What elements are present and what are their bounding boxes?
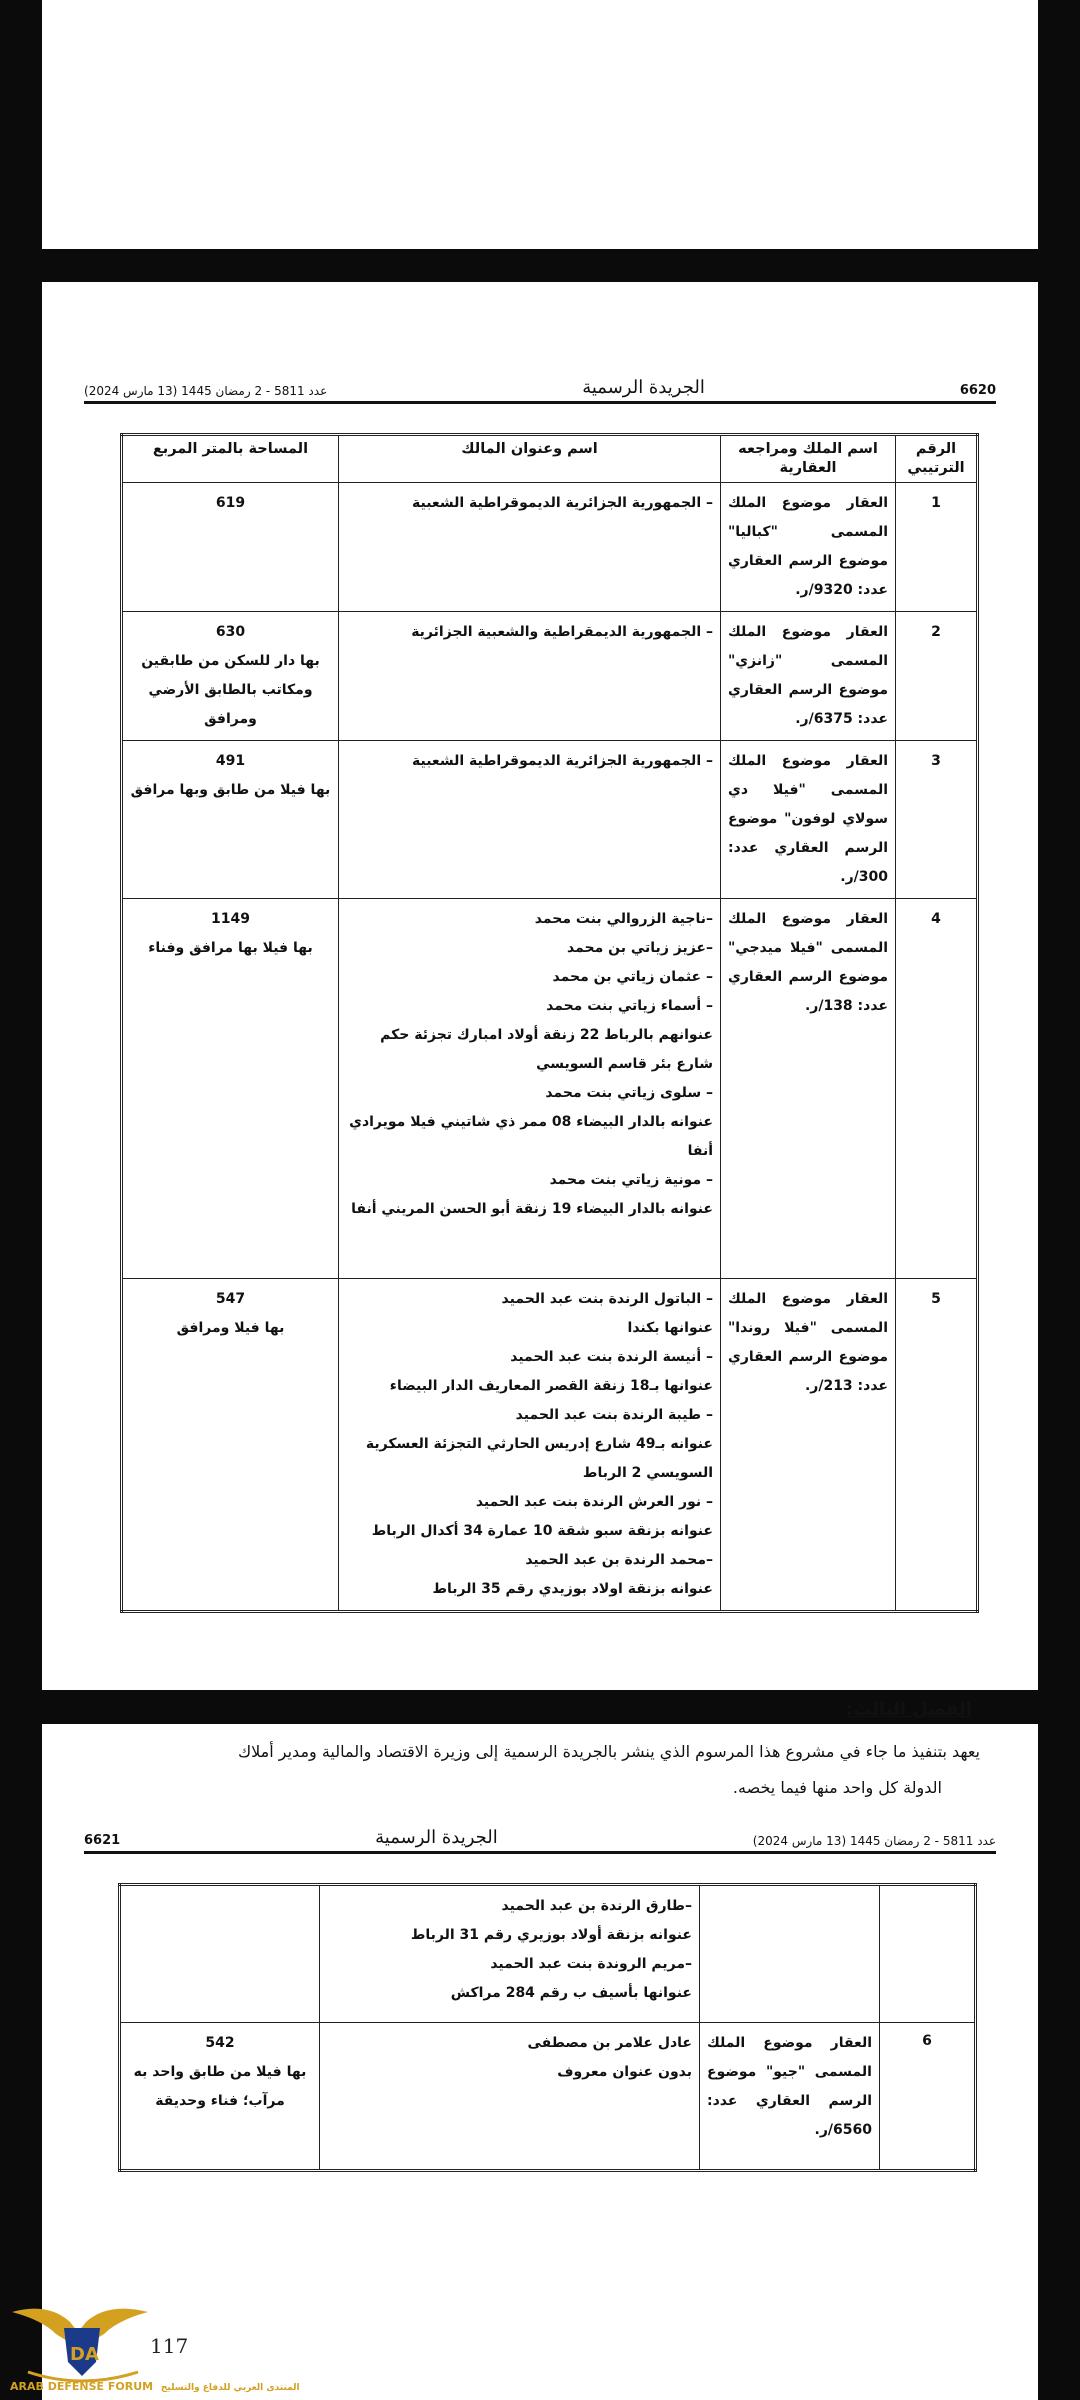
row-num: 4: [896, 899, 978, 1279]
row-property: العقار موضوع الملك المسمى "زانزي" موضوع الرسم العقاري عدد: 6375/ر.: [721, 612, 896, 741]
row-area: [122, 899, 339, 1279]
row-owner: –ناجية الزروالي بنت محمد –عزيز زياتي بن محمد – عثمان زياتي بن محمد – أسماء زياتي بنت محمد عنوانهم بالرباط 22 زنقة أولاد امبارك تجزئة حكم شارع بئر قاسم السويسي – سلوى زياتي بنت محمد عنوانه بالدار البيضاء 08 ممر ذي شاتيني فيلا مويرادي أنفا – مونية زياتي بنت محمد عنوانه بالدار البيضاء 19 زنقة أبو الحسن المريني أنفا: [339, 899, 721, 1279]
row-property: [700, 1885, 880, 2023]
section-body-line-1: يعهد بتنفيذ ما جاء في مشروع هذا المرسوم الذي ينشر بالجريدة الرسمية إلى وزيرة الاقتصاد والمالية ومدير أملاك: [237, 1742, 980, 1761]
row-property: العقار موضوع الملك المسمى "فيلا دي سولاي لوفون" موضوع الرسم العقاري عدد: 300/ر.: [721, 741, 896, 899]
row-num: [880, 1885, 976, 2023]
table-row: [122, 899, 978, 1279]
page-top-blank: [42, 0, 1038, 249]
table-row: [122, 741, 978, 899]
page-6621: [42, 1724, 1038, 2400]
area-value: 547: [215, 1291, 246, 1307]
area-note: بها فيلا من طابق واحد به مرآب؛ فناء وحديقة: [133, 2064, 307, 2109]
header-area: المساحة بالمتر المربع: [122, 435, 339, 483]
section-body-line-2: الدولة كل واحد منها فيما يخصه.: [732, 1778, 942, 1797]
area-value: 619: [215, 495, 246, 511]
header-rule: [84, 401, 996, 404]
header-num: الرقم الترتيبي: [896, 435, 978, 483]
row-area: [122, 741, 339, 899]
row-property: العقار موضوع الملك المسمى "فيلا روندا" موضوع الرسم العقاري عدد: 213/ر.: [721, 1279, 896, 1612]
row-area: [120, 2023, 320, 2171]
property-table: [120, 433, 979, 1613]
gazette-title: الجريدة الرسمية: [582, 377, 705, 398]
row-area: [122, 612, 339, 741]
area-note: بها فيلا بها مرافق وفناء: [148, 940, 313, 956]
row-num: 5: [896, 1279, 978, 1612]
gazette-title: الجريدة الرسمية: [375, 1827, 498, 1848]
table-row: [122, 1279, 978, 1612]
area-note: بها دار للسكن من طابقين ومكاتب بالطابق الأرضي ومرافق: [141, 653, 320, 727]
property-table-continued: [118, 1883, 977, 2172]
table-row: [122, 483, 978, 612]
issue-info: عدد 5811 - 2 رمضان 1445 (13 مارس 2024): [84, 384, 328, 398]
table-row: [120, 2023, 976, 2171]
row-owner: – الجمهورية الجزائرية الديموقراطية الشعبية: [339, 741, 721, 899]
row-num: 2: [896, 612, 978, 741]
row-owner: – الباتول الرندة بنت عبد الحميد عنوانها بكندا – أنيسة الرندة بنت عبد الحميد عنوانها بـ18 زنقة القصر المعاريف الدار البيضاء – طيبة الرندة بنت عبد الحميد عنوانه بـ49 شارع إدريس الحارثي التجزئة العسكرية السويسي 2 الرباط – نور العرش الرندة بنت عبد الحميد عنوانه بزنقة سبو شقة 10 عمارة 34 أكدال الرباط –محمد الرندة بن عبد الحميد عنوانه بزنقة اولاد بوزيدي رقم 35 الرباط: [339, 1279, 721, 1612]
table-row: [120, 1885, 976, 2023]
area-value: 491: [215, 753, 246, 769]
row-property: العقار موضوع الملك المسمى "جيو" موضوع الرسم العقاري عدد: 6560/ر.: [700, 2023, 880, 2171]
row-owner: – الجمهورية الديمقراطية والشعبية الجزائرية: [339, 612, 721, 741]
area-value: 542: [205, 2035, 235, 2051]
area-value: 1149: [211, 911, 250, 927]
section-title: الفصل الثالث:: [846, 1699, 972, 1720]
header-owner: اسم وعنوان المالك: [339, 435, 721, 483]
forum-watermark: [10, 2380, 300, 2393]
row-area: [120, 1885, 320, 2023]
row-num: 3: [896, 741, 978, 899]
page-number: 6620: [959, 383, 996, 398]
issue-info: عدد 5811 - 2 رمضان 1445 (13 مارس 2024): [752, 1834, 996, 1848]
row-property: العقار موضوع الملك المسمى "فيلا ميدجي" موضوع الرسم العقاري عدد: 138/ر.: [721, 899, 896, 1279]
page-6620: [42, 282, 1038, 1690]
row-num: 1: [896, 483, 978, 612]
row-num: 6: [880, 2023, 976, 2171]
row-property: العقار موضوع الملك المسمى "كباليا" موضوع الرسم العقاري عدد: 9320/ر.: [721, 483, 896, 612]
header-property: اسم الملك ومراجعه العقارية: [721, 435, 896, 483]
header-rule: [84, 1851, 996, 1854]
page-header: [84, 1822, 996, 1848]
row-owner: –طارق الرندة بن عبد الحميد عنوانه بزنقة أولاد بوزيري رقم 31 الرباط –مريم الروندة بنت عبد الحميد عنوانها بأسيف ب رقم 284 مراكش: [320, 1885, 700, 2023]
row-area: [122, 1279, 339, 1612]
row-area: [122, 483, 339, 612]
row-owner: عادل علامر بن مصطفى بدون عنوان معروف: [320, 2023, 700, 2171]
watermark-arabic: المنتدى العربي للدفاع والتسليح: [160, 2383, 300, 2393]
row-owner: – الجمهورية الجزائرية الديموقراطية الشعبية: [339, 483, 721, 612]
area-value: 630: [215, 624, 246, 640]
page-number: 6621: [84, 1833, 121, 1848]
watermark-text: ARAB DEFENSE FORUM: [10, 2380, 154, 2393]
page-header: [84, 372, 996, 398]
table-row: [122, 612, 978, 741]
area-note: بها فيلا ومرافق: [176, 1320, 285, 1336]
footer-page-number: 117: [150, 2334, 189, 2358]
area-note: بها فيلا من طابق وبها مرافق: [130, 782, 331, 798]
svg-text:DA: DA: [70, 2344, 99, 2365]
